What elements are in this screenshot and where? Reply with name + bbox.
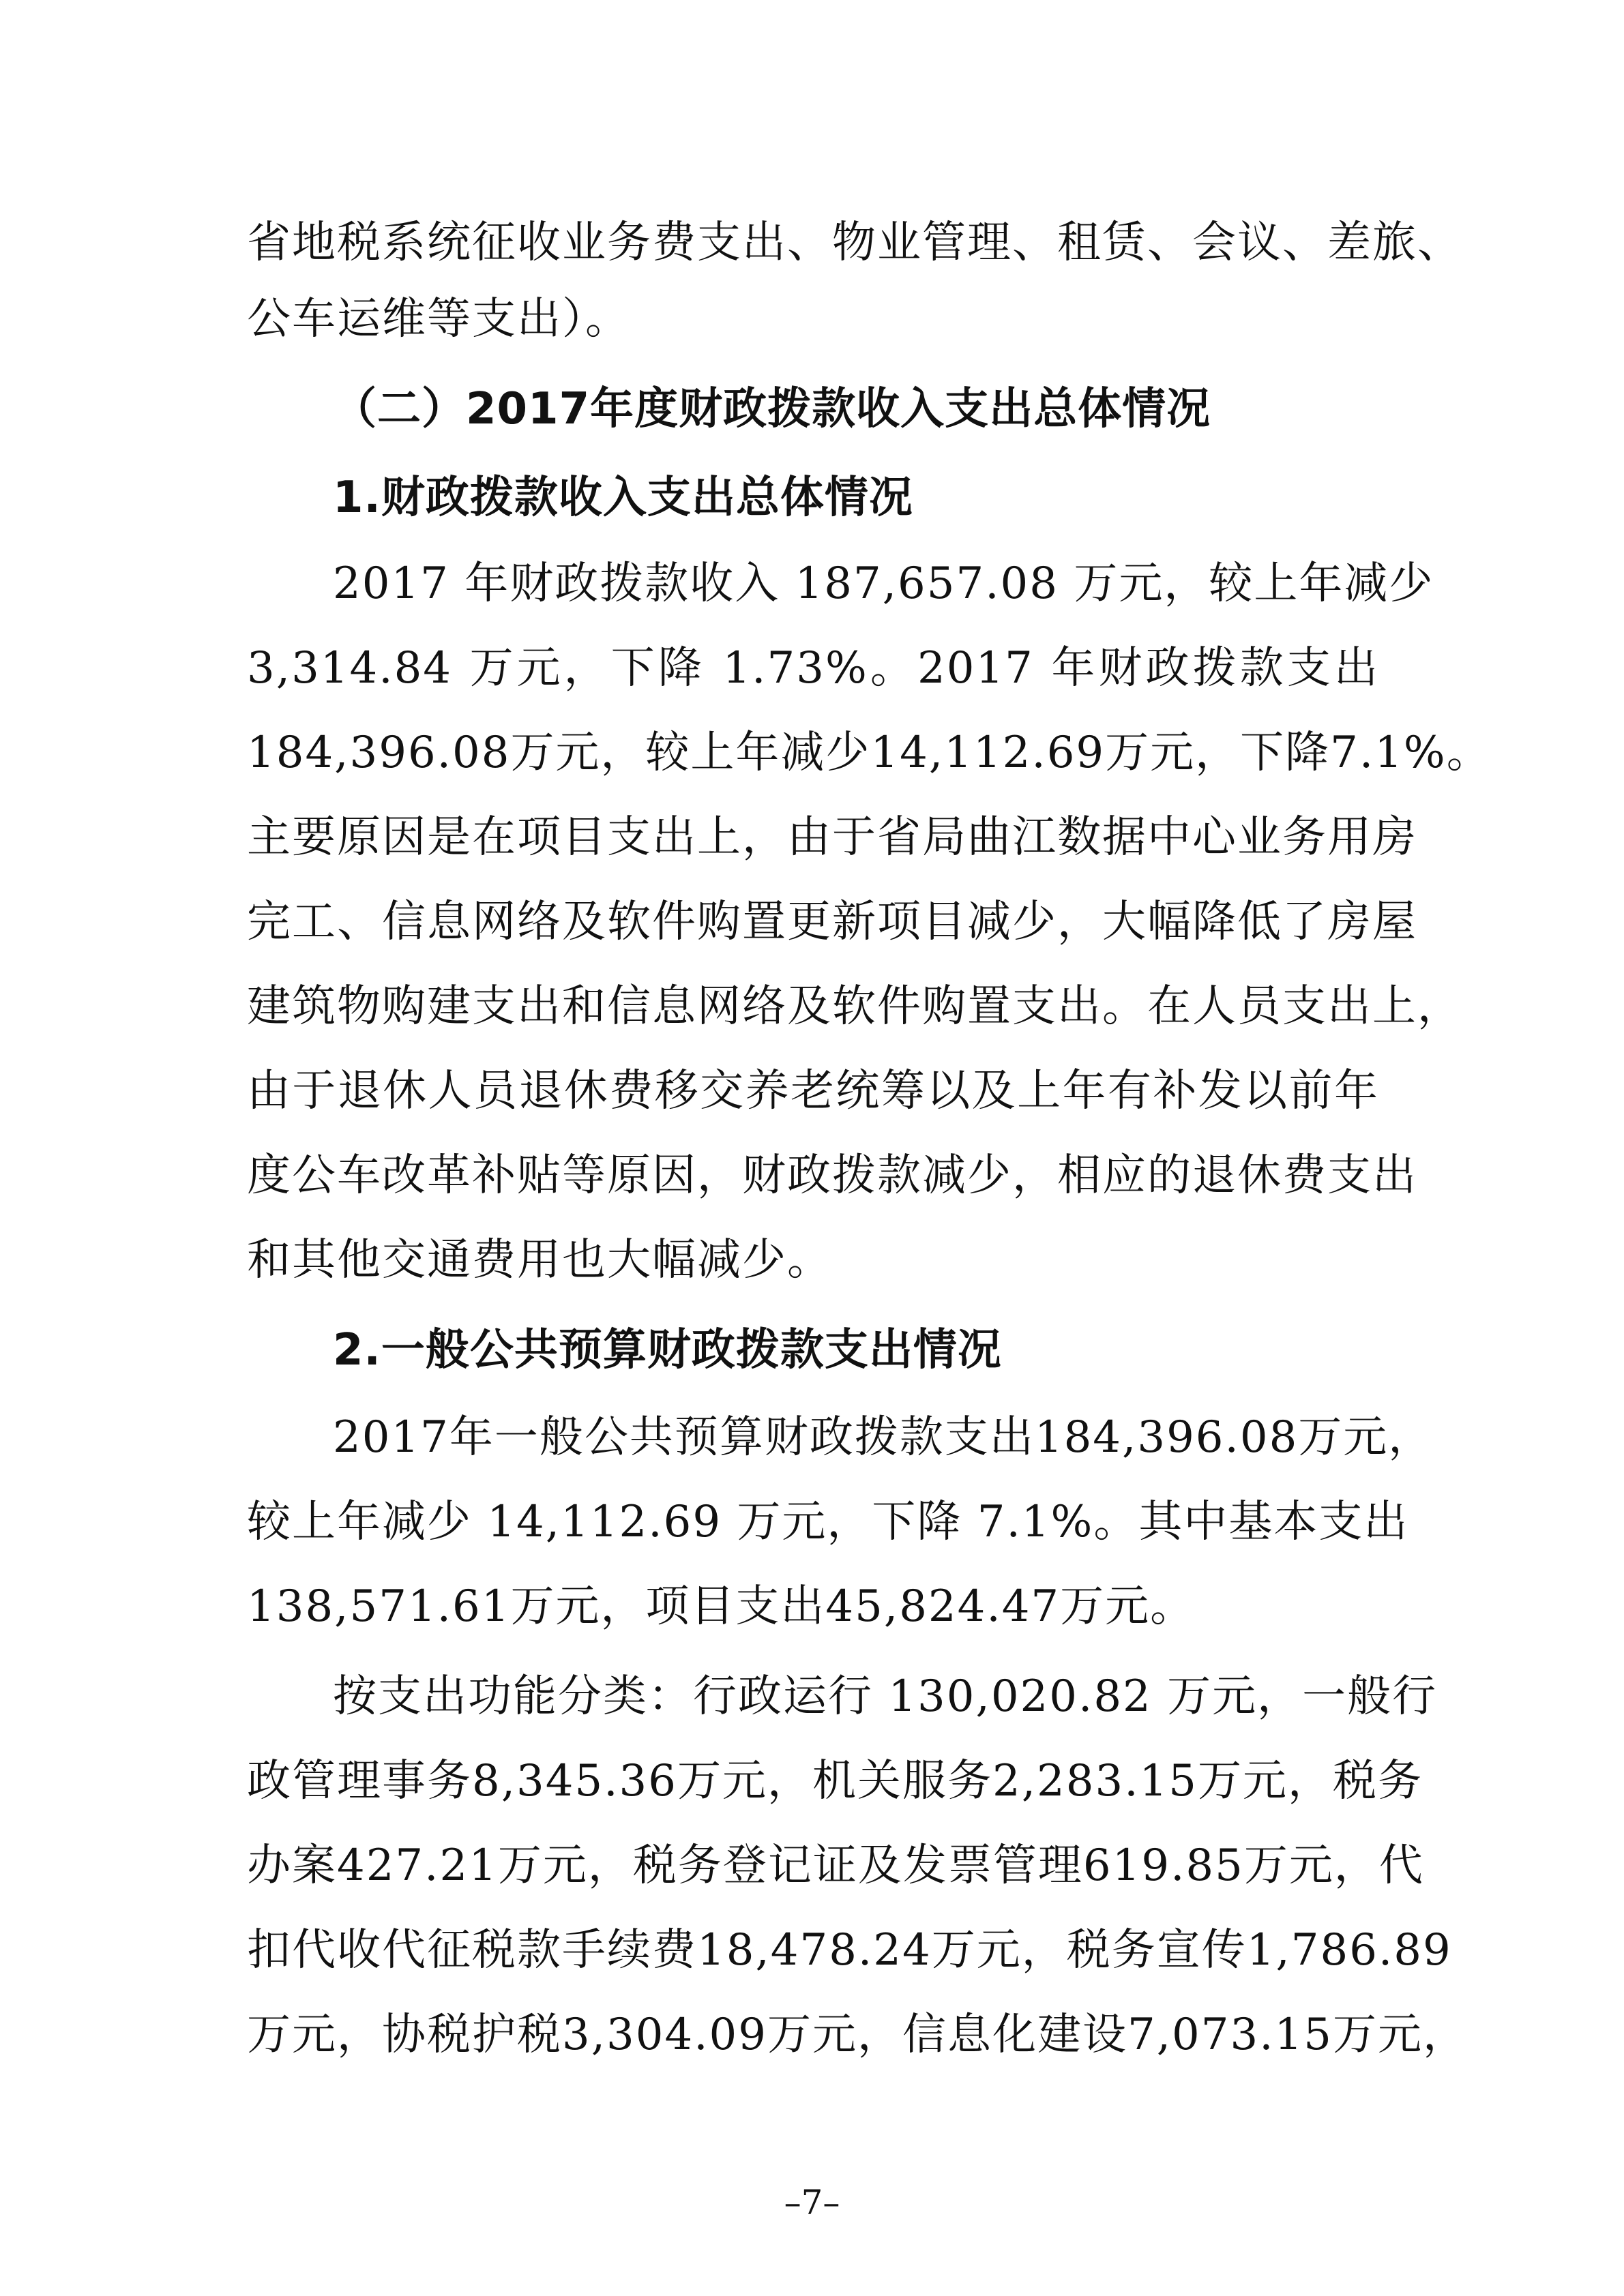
body-text-line: 184,396.08万元，较上年减少14,112.69万元，下降7.1%。 (247, 728, 1492, 778)
body-text-line: 2017年一般公共预算财政拨款支出184,396.08万元， (333, 1412, 1434, 1463)
body-text-line: 政管理事务8,345.36万元，机关服务2,283.15万元，税务 (247, 1756, 1423, 1806)
page-number: –7– (784, 2183, 840, 2222)
body-text-line: 度公车改革补贴等原因，财政拨款减少，相应的退休费支出 (247, 1150, 1417, 1201)
body-text-line: 3,314.84 万元，下降 1.73%。2017 年财政拨款支出 (247, 643, 1379, 694)
body-text-line: 公车运维等支出）。 (247, 294, 630, 344)
body-text-line: 138,571.61万元，项目支出45,824.47万元。 (247, 1581, 1196, 1632)
body-text-line: 由于退休人员退休费移交养老统筹以及上年有补发以前年 (247, 1066, 1379, 1116)
subsection-heading: 2.一般公共预算财政拨款支出情况 (333, 1325, 1002, 1375)
body-text-line: 完工、信息网络及软件购置更新项目减少，大幅降低了房屋 (247, 897, 1417, 947)
body-text-line: 建筑物购建支出和信息网络及软件购置支出。在人员支出上， (247, 981, 1462, 1032)
body-text-line: 按支出功能分类：行政运行 130,020.82 万元，一般行 (333, 1671, 1438, 1722)
body-text-line: 办案427.21万元，税务登记证及发票管理619.85万元，代 (247, 1840, 1424, 1891)
body-text-line: 和其他交通费用也大幅减少。 (247, 1235, 832, 1285)
body-text-line: 2017 年财政拨款收入 187,657.08 万元，较上年减少 (333, 558, 1434, 609)
subsection-heading: 1.财政拨款收入支出总体情况 (333, 473, 913, 523)
body-text-line: 扣代收代征税款手续费18,478.24万元，税务宣传1,786.89 (247, 1925, 1452, 1976)
body-text-line: 较上年减少 14,112.69 万元，下降 7.1%。其中基本支出 (247, 1497, 1409, 1547)
body-text-line: 万元，协税护税3,304.09万元，信息化建设7,073.15万元， (247, 2010, 1468, 2060)
section-heading: （二）2017年度财政拨款收入支出总体情况 (333, 384, 1211, 434)
body-text-line: 主要原因是在项目支出上，由于省局曲江数据中心业务用房 (247, 812, 1417, 863)
body-text-line: 省地税系统征收业务费支出、物业管理、租赁、会议、差旅、 (247, 218, 1462, 268)
